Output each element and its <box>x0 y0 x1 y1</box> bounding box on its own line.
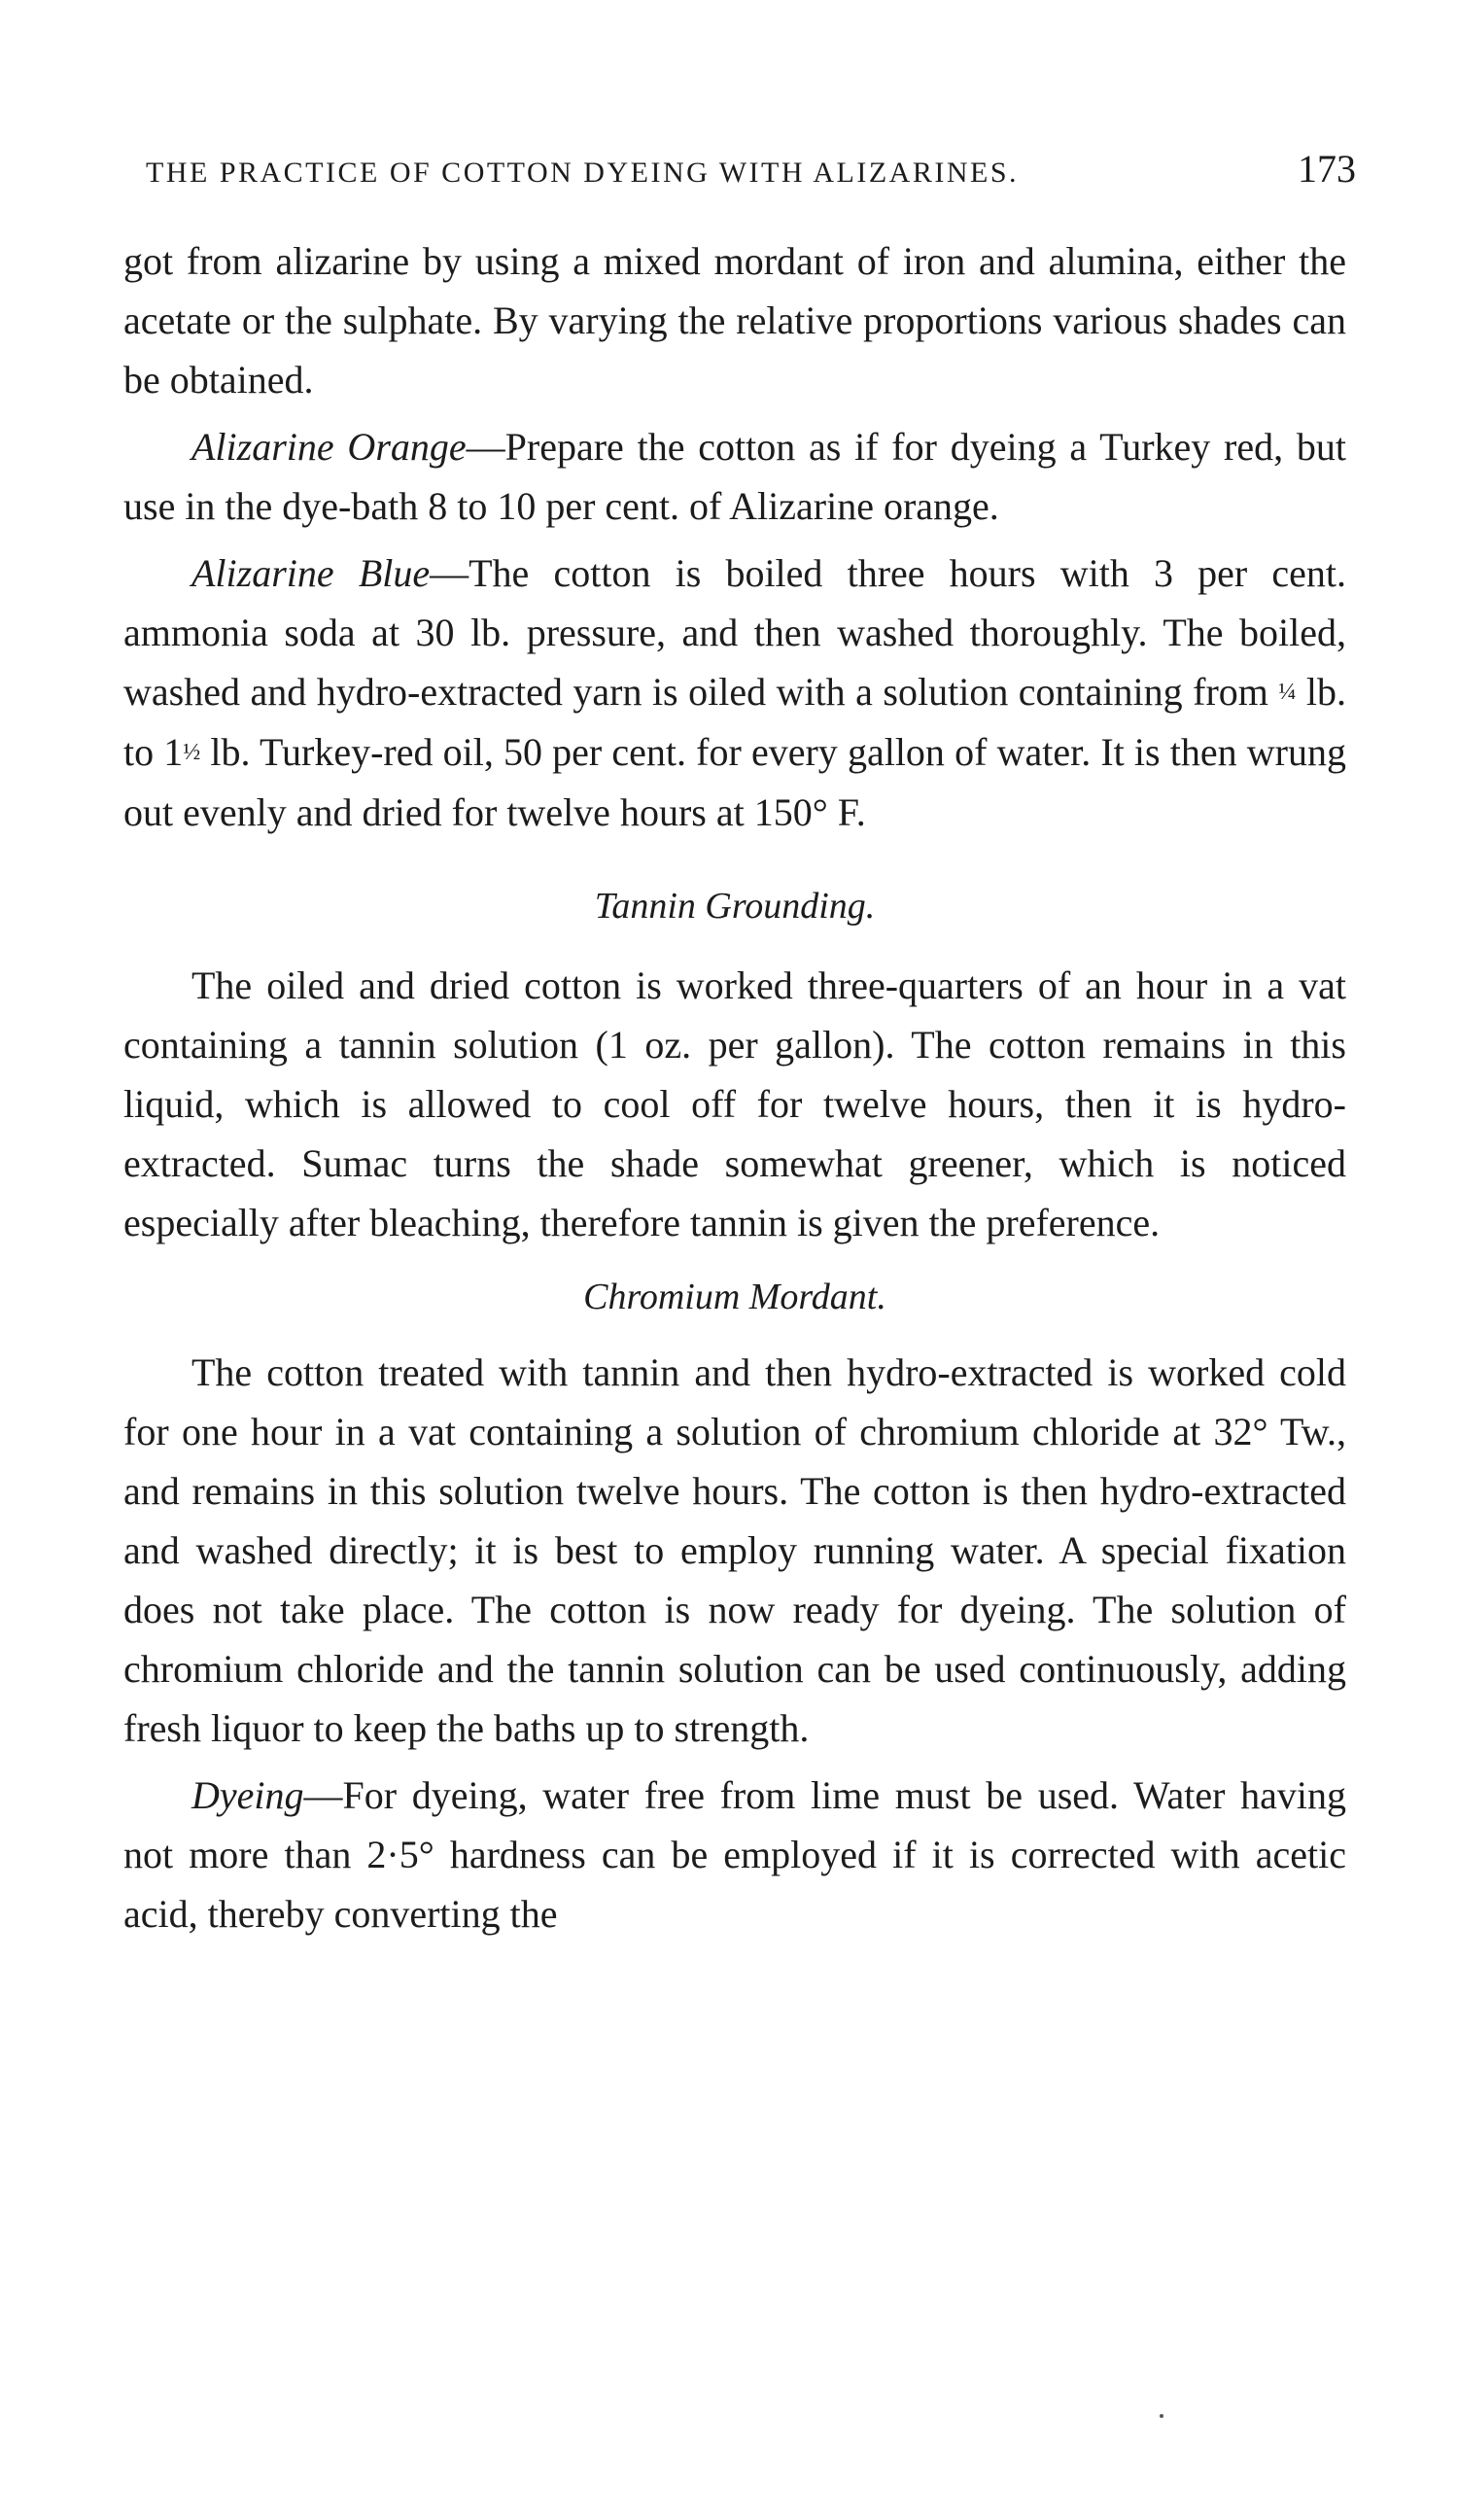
paragraph-tannin-grounding: The oiled and dried cotton is worked three-quarters of an hour in a vat containing a tannin solution (1 oz. per gallon). The cotton remains in this liquid, which is allowed to cool off for twelve hours, then it is hydro-extracted. Sumac turns the shade somewhat greener, which is noticed especially after bleaching, therefore tannin is given the preference. <box>123 963 1346 1244</box>
paragraph-text: —For dyeing, water free from lime must be used. Water having not more than 2·5° hardness can be employed if it is corrected with acetic acid, thereby converting the <box>123 1773 1346 1936</box>
paragraph-alizarine-blue <box>123 543 1346 842</box>
paragraph-chromium-mordant: The cotton treated with tannin and then hydro-extracted is worked cold for one hour in a vat containing a solution of chromium chloride at 32° Tw., and remains in this solution twelve hours. The cotton is then hydro-extracted and washed directly; it is best to employ running water. A special fixation does not take place. The cotton is now ready for dyeing. The solution of chromium chloride and the tannin solution can be used continuously, adding fresh liquor to keep the baths up to strength. <box>123 1350 1346 1750</box>
run-in-heading-dyeing: Dyeing <box>191 1773 304 1817</box>
paragraph-alizarine-orange <box>123 417 1346 536</box>
run-in-heading-orange: Alizarine Orange <box>191 425 467 469</box>
paragraph-text: —The cotton is boiled three hours with 3 per cent. ammonia soda at 30 lb. pressure, and then washed thoroughly. The boiled, washed and hydro-extracted yarn is oiled with a solution containing from <box>123 551 1346 714</box>
run-in-heading-blue: Alizarine Blue <box>191 551 431 595</box>
paragraph-dyeing <box>123 1766 1346 1943</box>
body-text <box>123 231 1346 1943</box>
fraction-half: ½ <box>183 740 201 765</box>
running-title: THE PRACTICE OF COTTON DYEING WITH ALIZARINES. <box>146 157 1020 189</box>
paragraph-text: lb. Turkey-red oil, 50 per cent. for every gallon of water. It is then wrung out evenly and dried for twelve hours at 150° F. <box>123 730 1346 834</box>
paragraph-opening: got from alizarine by using a mixed mordant of iron and alumina, either the acetate or the sulphate. By varying the relative proportions various shades can be obtained. <box>123 239 1346 402</box>
paragraph-text: lb. to 1 <box>123 670 1346 774</box>
fraction-quarter: ¼ <box>1278 680 1297 705</box>
page-number: 173 <box>1298 147 1356 191</box>
running-head <box>146 146 1356 192</box>
ink-speck <box>1160 2414 1163 2418</box>
section-heading-tannin: Tannin Grounding. <box>594 886 876 927</box>
paragraph-text: —Prepare the cotton as if for dyeing a Turkey red, but use in the dye-bath 8 to 10 per cent. of Alizarine orange. <box>123 425 1347 528</box>
section-heading-chromium: Chromium Mordant. <box>583 1277 886 1317</box>
